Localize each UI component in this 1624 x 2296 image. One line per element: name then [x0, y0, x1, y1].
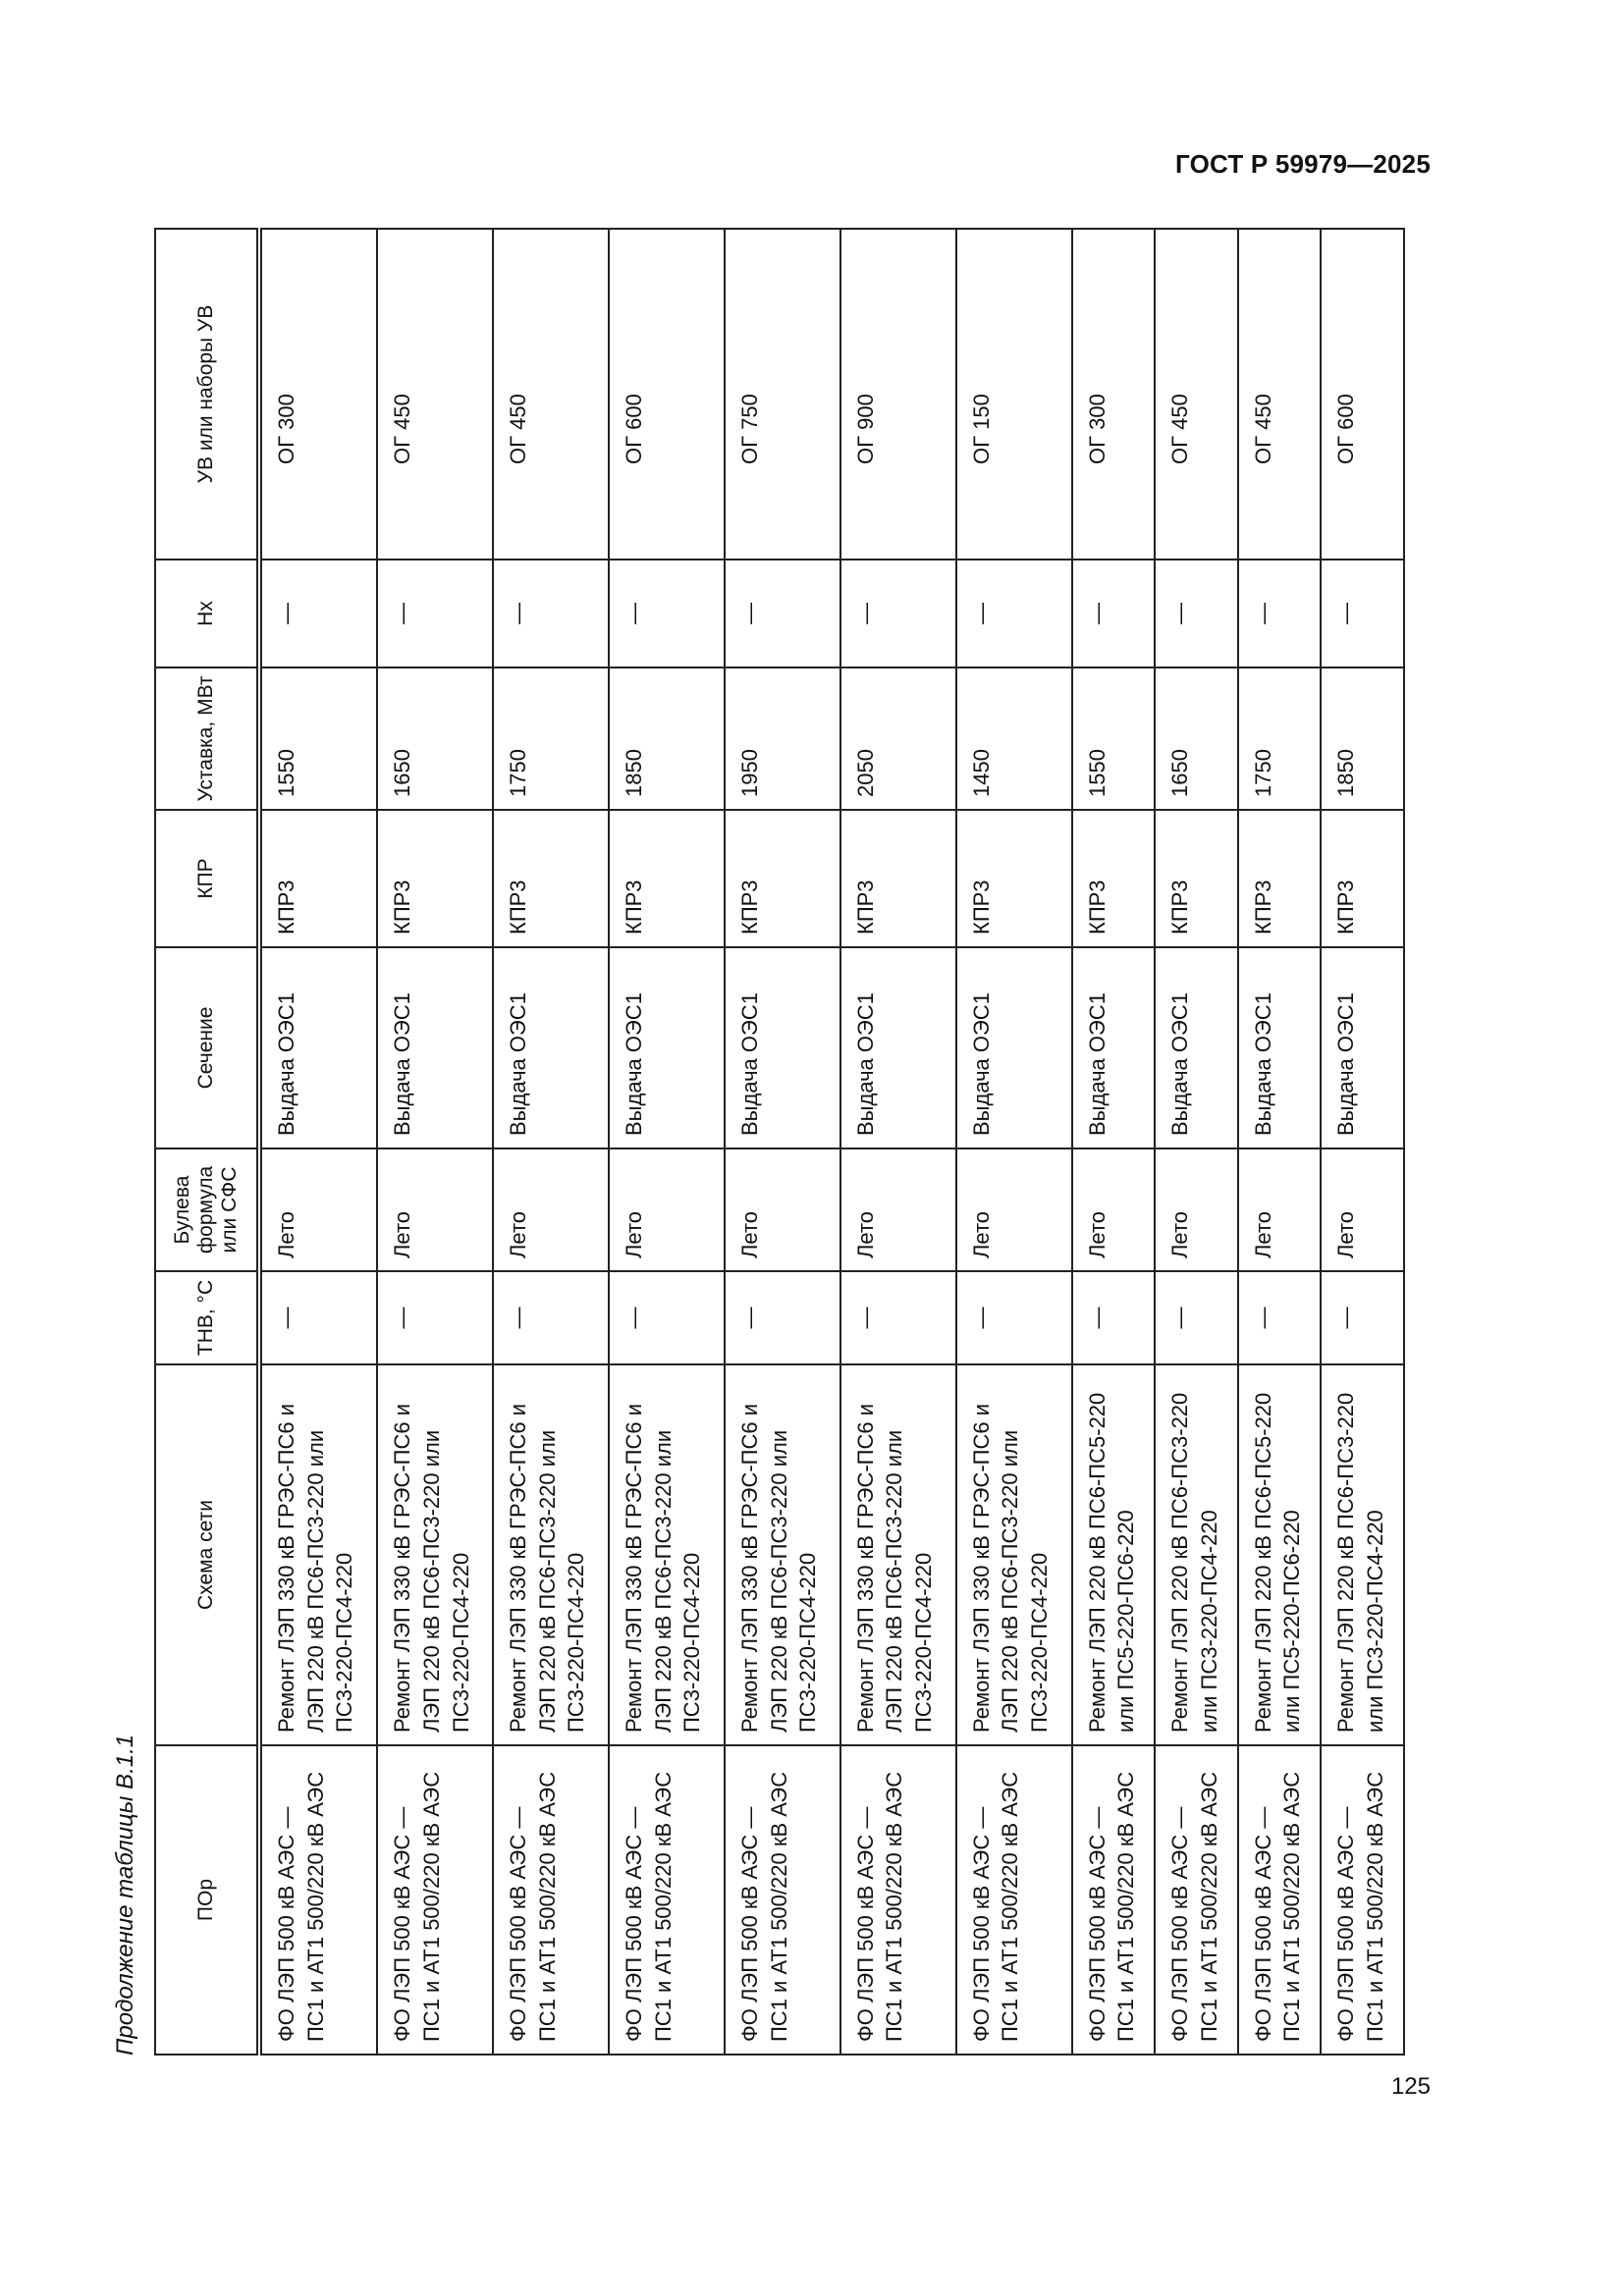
table-cell-tnv: —	[1238, 1271, 1322, 1364]
table-cell-nx: —	[1072, 560, 1156, 667]
table-cell-setpoint: 1750	[493, 667, 609, 810]
table-cell-network-scheme: Ремонт ЛЭП 220 кВ ПС6-ПС5-220 или ПС5-220-ПС6-220	[1072, 1364, 1156, 1745]
table-row	[259, 229, 377, 2055]
table-cell-section: Выдача ОЭС1	[1072, 947, 1156, 1148]
table-row	[956, 229, 1072, 2055]
column-header-network-scheme: Схема сети	[155, 1364, 259, 1745]
table-cell-boolean-formula: Лето	[1155, 1148, 1238, 1271]
column-header-setpoint: Уставка, МВт	[155, 667, 259, 810]
table-cell-boolean-formula: Лето	[956, 1148, 1072, 1271]
table-row	[493, 229, 609, 2055]
table-cell-nx: —	[377, 560, 493, 667]
table-cell-network-scheme: Ремонт ЛЭП 330 кВ ГРЭС-ПС6 и ЛЭП 220 кВ ПС6-ПС3-220 или ПС3-220-ПС4-220	[609, 1364, 725, 1745]
column-header-section: Сечение	[155, 947, 259, 1148]
table-cell-nx: —	[725, 560, 840, 667]
table-cell-nx: —	[493, 560, 609, 667]
table-cell-nx: —	[1321, 560, 1404, 667]
table-cell-por: ФО ЛЭП 500 кВ АЭС — ПС1 и АТ1 500/220 кВ АЭС	[1321, 1745, 1404, 2055]
table-cell-section: Выдача ОЭС1	[1238, 947, 1322, 1148]
table-row	[840, 229, 956, 2055]
table-cell-network-scheme: Ремонт ЛЭП 220 кВ ПС6-ПС5-220 или ПС5-220-ПС6-220	[1238, 1364, 1322, 1745]
table-cell-por: ФО ЛЭП 500 кВ АЭС — ПС1 и АТ1 500/220 кВ АЭС	[493, 1745, 609, 2055]
table-cell-kpr: КПР3	[609, 810, 725, 947]
table-cell-por: ФО ЛЭП 500 кВ АЭС — ПС1 и АТ1 500/220 кВ АЭС	[840, 1745, 956, 2055]
table-body	[259, 229, 1404, 2055]
column-header-kpr: КПР	[155, 810, 259, 947]
table-cell-tnv: —	[609, 1271, 725, 1364]
table-row	[609, 229, 725, 2055]
table-cell-por: ФО ЛЭП 500 кВ АЭС — ПС1 и АТ1 500/220 кВ АЭС	[1238, 1745, 1322, 2055]
table-cell-por: ФО ЛЭП 500 кВ АЭС — ПС1 и АТ1 500/220 кВ АЭС	[259, 1745, 377, 2055]
table-cell-nx: —	[1155, 560, 1238, 667]
table-cell-nx: —	[956, 560, 1072, 667]
table-cell-uv: ОГ 600	[1321, 229, 1404, 560]
table-cell-boolean-formula: Лето	[725, 1148, 840, 1271]
table-cell-section: Выдача ОЭС1	[377, 947, 493, 1148]
table-cell-setpoint: 2050	[840, 667, 956, 810]
table-cell-kpr: КПР3	[259, 810, 377, 947]
document-header: ГОСТ Р 59979—2025	[1175, 149, 1431, 179]
table-cell-uv: ОГ 450	[1155, 229, 1238, 560]
table-cell-boolean-formula: Лето	[259, 1148, 377, 1271]
table-cell-uv: ОГ 150	[956, 229, 1072, 560]
table-cell-tnv: —	[840, 1271, 956, 1364]
table-cell-tnv: —	[1072, 1271, 1156, 1364]
table-cell-boolean-formula: Лето	[1238, 1148, 1322, 1271]
table-row	[1155, 229, 1238, 2055]
table-container	[154, 230, 1405, 2056]
table-cell-network-scheme: Ремонт ЛЭП 330 кВ ГРЭС-ПС6 и ЛЭП 220 кВ ПС6-ПС3-220 или ПС3-220-ПС4-220	[493, 1364, 609, 1745]
table-cell-section: Выдача ОЭС1	[840, 947, 956, 1148]
column-header-boolean-formula: Булева формула или СФС	[155, 1148, 259, 1271]
table-cell-network-scheme: Ремонт ЛЭП 220 кВ ПС6-ПС3-220 или ПС3-220-ПС4-220	[1155, 1364, 1238, 1745]
table-cell-kpr: КПР3	[1155, 810, 1238, 947]
column-header-nx: Нх	[155, 560, 259, 667]
table-cell-kpr: КПР3	[1238, 810, 1322, 947]
table-cell-network-scheme: Ремонт ЛЭП 220 кВ ПС6-ПС3-220 или ПС3-220-ПС4-220	[1321, 1364, 1404, 1745]
table-cell-network-scheme: Ремонт ЛЭП 330 кВ ГРЭС-ПС6 и ЛЭП 220 кВ ПС6-ПС3-220 или ПС3-220-ПС4-220	[377, 1364, 493, 1745]
table-cell-nx: —	[259, 560, 377, 667]
table-cell-uv: ОГ 750	[725, 229, 840, 560]
table-cell-por: ФО ЛЭП 500 кВ АЭС — ПС1 и АТ1 500/220 кВ АЭС	[609, 1745, 725, 2055]
table-cell-tnv: —	[493, 1271, 609, 1364]
table-cell-section: Выдача ОЭС1	[1155, 947, 1238, 1148]
table-cell-kpr: КПР3	[840, 810, 956, 947]
table-cell-section: Выдача ОЭС1	[493, 947, 609, 1148]
table-cell-network-scheme: Ремонт ЛЭП 330 кВ ГРЭС-ПС6 и ЛЭП 220 кВ ПС6-ПС3-220 или ПС3-220-ПС4-220	[840, 1364, 956, 1745]
table-cell-boolean-formula: Лето	[840, 1148, 956, 1271]
table-cell-nx: —	[840, 560, 956, 667]
table-cell-kpr: КПР3	[956, 810, 1072, 947]
table-cell-setpoint: 1650	[1155, 667, 1238, 810]
table-cell-por: ФО ЛЭП 500 кВ АЭС — ПС1 и АТ1 500/220 кВ АЭС	[1155, 1745, 1238, 2055]
table-cell-setpoint: 1550	[259, 667, 377, 810]
table-cell-uv: ОГ 300	[1072, 229, 1156, 560]
table-cell-section: Выдача ОЭС1	[956, 947, 1072, 1148]
table-cell-tnv: —	[259, 1271, 377, 1364]
table-cell-por: ФО ЛЭП 500 кВ АЭС — ПС1 и АТ1 500/220 кВ АЭС	[1072, 1745, 1156, 2055]
table-cell-setpoint: 1950	[725, 667, 840, 810]
table-cell-setpoint: 1650	[377, 667, 493, 810]
table-cell-kpr: КПР3	[493, 810, 609, 947]
column-header-por: ПОр	[155, 1745, 259, 2055]
table-cell-kpr: КПР3	[377, 810, 493, 947]
table-cell-section: Выдача ОЭС1	[259, 947, 377, 1148]
table-cell-setpoint: 1750	[1238, 667, 1322, 810]
table-cell-uv: ОГ 600	[609, 229, 725, 560]
table-cell-section: Выдача ОЭС1	[725, 947, 840, 1148]
table-cell-por: ФО ЛЭП 500 кВ АЭС — ПС1 и АТ1 500/220 кВ АЭС	[956, 1745, 1072, 2055]
table-row	[377, 229, 493, 2055]
table-cell-network-scheme: Ремонт ЛЭП 330 кВ ГРЭС-ПС6 и ЛЭП 220 кВ ПС6-ПС3-220 или ПС3-220-ПС4-220	[956, 1364, 1072, 1745]
table-header-row	[155, 229, 259, 2055]
table-cell-uv: ОГ 450	[377, 229, 493, 560]
table-cell-kpr: КПР3	[1072, 810, 1156, 947]
table-cell-nx: —	[609, 560, 725, 667]
table-cell-tnv: —	[377, 1271, 493, 1364]
table-cell-por: ФО ЛЭП 500 кВ АЭС — ПС1 и АТ1 500/220 кВ АЭС	[377, 1745, 493, 2055]
table-cell-uv: ОГ 900	[840, 229, 956, 560]
table-row	[1321, 229, 1404, 2055]
table-row	[1072, 229, 1156, 2055]
table-cell-uv: ОГ 450	[493, 229, 609, 560]
table-cell-setpoint: 1450	[956, 667, 1072, 810]
table-cell-kpr: КПР3	[725, 810, 840, 947]
page-number: 125	[1390, 2073, 1431, 2100]
table-cell-setpoint: 1850	[1321, 667, 1404, 810]
table-cell-setpoint: 1550	[1072, 667, 1156, 810]
table-row	[1238, 229, 1322, 2055]
table-cell-boolean-formula: Лето	[1321, 1148, 1404, 1271]
table-cell-boolean-formula: Лето	[609, 1148, 725, 1271]
column-header-uv: УВ или наборы УВ	[155, 229, 259, 560]
table-cell-boolean-formula: Лето	[377, 1148, 493, 1271]
data-table	[154, 228, 1405, 2056]
table-cell-setpoint: 1850	[609, 667, 725, 810]
table-cell-por: ФО ЛЭП 500 кВ АЭС — ПС1 и АТ1 500/220 кВ АЭС	[725, 1745, 840, 2055]
table-caption: Продолжение таблицы В.1.1	[112, 1734, 138, 2056]
table-cell-section: Выдача ОЭС1	[1321, 947, 1404, 1148]
table-cell-nx: —	[1238, 560, 1322, 667]
table-cell-network-scheme: Ремонт ЛЭП 330 кВ ГРЭС-ПС6 и ЛЭП 220 кВ ПС6-ПС3-220 или ПС3-220-ПС4-220	[259, 1364, 377, 1745]
table-cell-uv: ОГ 450	[1238, 229, 1322, 560]
table-cell-tnv: —	[1321, 1271, 1404, 1364]
table-cell-kpr: КПР3	[1321, 810, 1404, 947]
table-cell-uv: ОГ 300	[259, 229, 377, 560]
table-cell-boolean-formula: Лето	[493, 1148, 609, 1271]
table-row	[725, 229, 840, 2055]
table-cell-tnv: —	[725, 1271, 840, 1364]
table-cell-tnv: —	[1155, 1271, 1238, 1364]
column-header-tnv: ТНВ, °С	[155, 1271, 259, 1364]
table-cell-network-scheme: Ремонт ЛЭП 330 кВ ГРЭС-ПС6 и ЛЭП 220 кВ ПС6-ПС3-220 или ПС3-220-ПС4-220	[725, 1364, 840, 1745]
table-cell-section: Выдача ОЭС1	[609, 947, 725, 1148]
table-cell-tnv: —	[956, 1271, 1072, 1364]
table-cell-boolean-formula: Лето	[1072, 1148, 1156, 1271]
